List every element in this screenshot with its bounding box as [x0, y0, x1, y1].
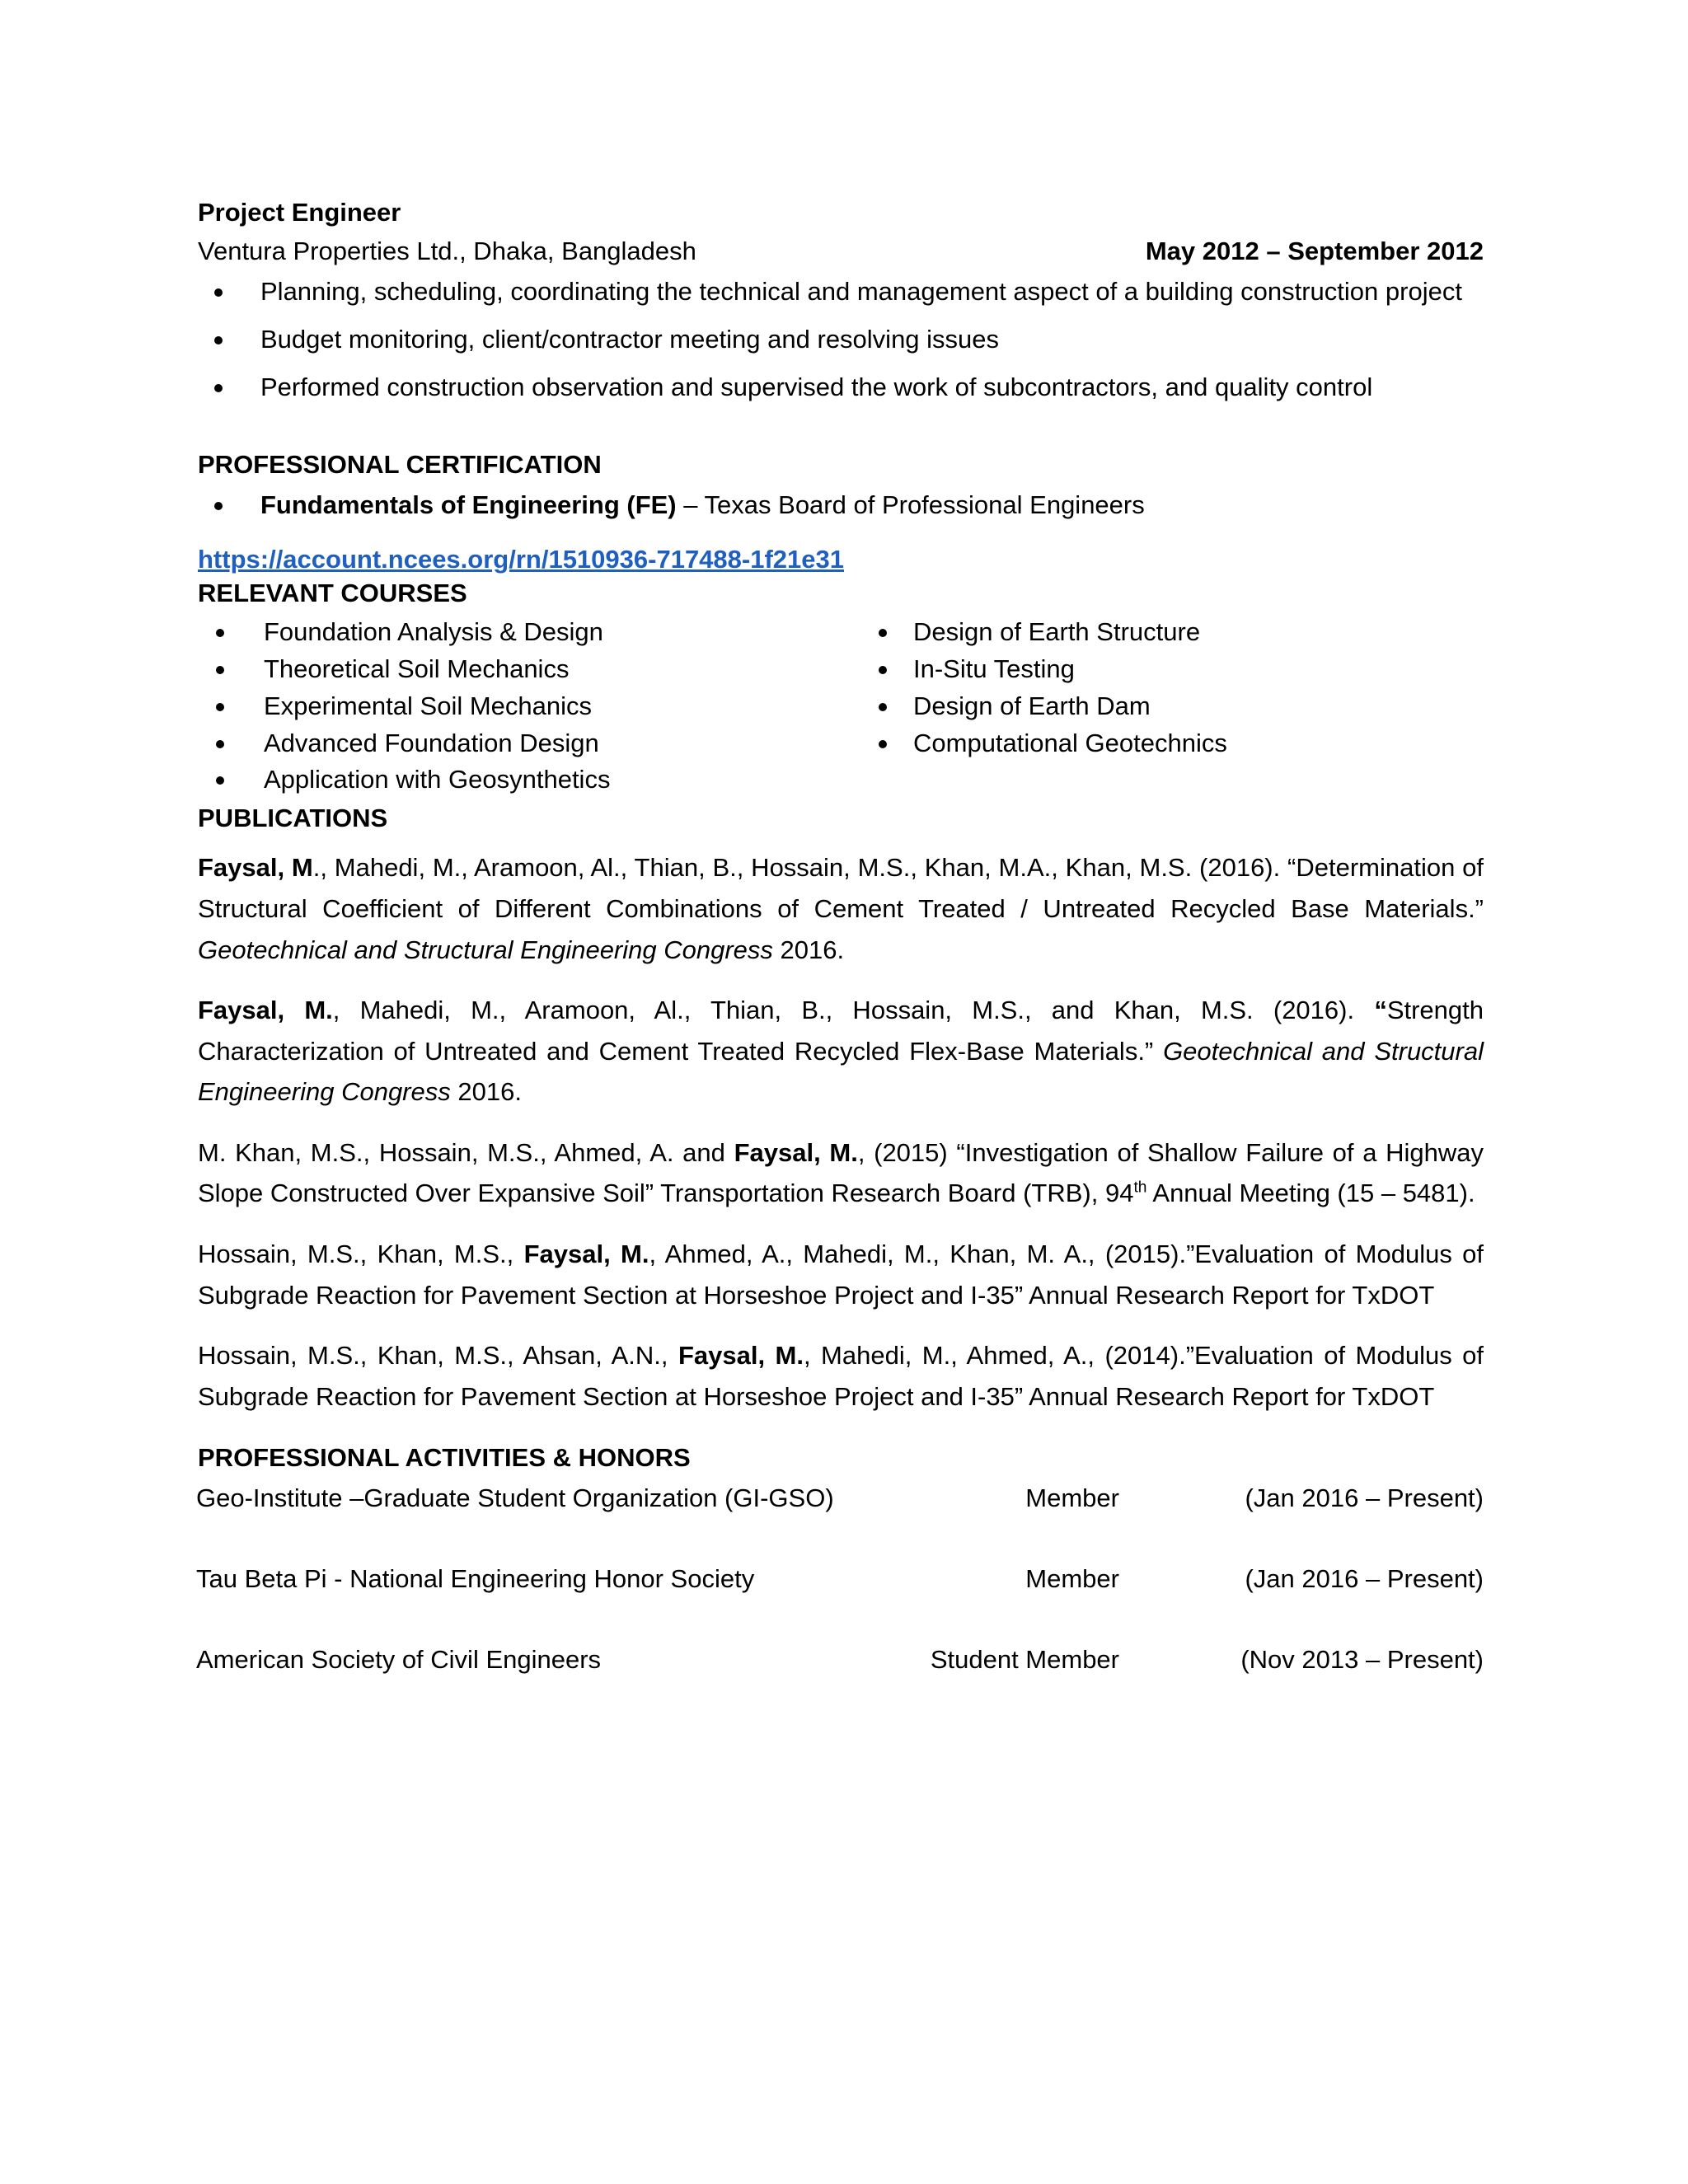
activity-organization: American Society of Civil Engineers — [196, 1645, 602, 1675]
section-heading: RELEVANT COURSES — [198, 578, 467, 607]
resume-content — [198, 196, 1484, 1676]
publication-authors: Hossain, M.S., Khan, M.S., — [198, 1240, 524, 1269]
activity-organization: Geo-Institute –Graduate Student Organization (GI-GSO) — [196, 1483, 834, 1513]
activity-row — [198, 1563, 1484, 1596]
author-name: Faysal, M. — [734, 1137, 858, 1167]
publication-item — [198, 1234, 1484, 1315]
certification-name: Fundamentals of Engineering (FE) — [260, 490, 677, 519]
courses-section — [198, 577, 1484, 799]
list-item — [198, 485, 1484, 525]
publication-meeting: Annual Meeting (15 – 5481). — [1146, 1179, 1475, 1208]
publication-venue: Geotechnical and Structural Engineering Congress — [198, 1036, 1484, 1107]
publication-item — [198, 1335, 1484, 1417]
job-title: Project Engineer — [198, 198, 401, 227]
courses-column-2 — [874, 614, 1227, 799]
publication-text: , (2015) “Investigation of Shallow Failure of a Highway Slope Constructed Over Expansive Soil” Transportation Research Board (TRB), 94 — [198, 1137, 1484, 1208]
activity-role: Student Member — [930, 1645, 1119, 1675]
section-heading: PUBLICATIONS — [198, 804, 388, 833]
list-item: Theoretical Soil Mechanics — [198, 651, 874, 688]
publication-item — [198, 990, 1484, 1113]
courses-columns — [198, 614, 1484, 799]
list-item: Budget monitoring, client/contractor meeting and resolving issues — [198, 320, 1484, 359]
publication-authors: Hossain, M.S., Khan, M.S., Ahsan, A.N., — [198, 1341, 678, 1371]
activity-row — [198, 1643, 1484, 1676]
activity-row — [198, 1482, 1484, 1515]
activity-role: Member — [1025, 1483, 1119, 1513]
list-item: Experimental Soil Mechanics — [198, 688, 874, 725]
list-item: Design of Earth Structure — [874, 614, 1227, 651]
job-line — [198, 235, 1484, 269]
activity-period: (Jan 2016 – Present) — [1245, 1483, 1484, 1513]
author-name: Faysal, M. — [523, 1240, 649, 1269]
publication-venue: Geotechnical and Structural Engineering Congress — [198, 935, 773, 964]
list-item: Planning, scheduling, coordinating the technical and management aspect of a building construction project — [198, 272, 1484, 312]
list-item: Application with Geosynthetics — [198, 762, 874, 799]
list-item: Advanced Foundation Design — [198, 725, 874, 762]
section-heading: PROFESSIONAL ACTIVITIES & HONORS — [198, 1443, 691, 1473]
activity-period: (Jan 2016 – Present) — [1245, 1564, 1484, 1594]
section-heading: PROFESSIONAL CERTIFICATION — [198, 449, 602, 479]
publication-title: Strength Characterization of Untreated and Cement Treated Recycled Flex-Base Materials.” — [198, 996, 1484, 1066]
activity-organization: Tau Beta Pi - National Engineering Honor Society — [196, 1564, 755, 1594]
list-item: Computational Geotechnics — [874, 725, 1227, 762]
author-name: Faysal, M — [198, 853, 313, 883]
publication-text: , Mahedi, M., Aramoon, Al., Thian, B., Hossain, M.S., and Khan, M.S. (2016). — [332, 996, 1375, 1025]
publication-text: , Mahedi, M., Ahmed, A., (2014).”Evaluation of Modulus of Subgrade Reaction for Pavement Section at Horseshoe Project and I-35” Annual Research Report for TxDOT — [198, 1341, 1484, 1411]
author-name: Faysal, M. — [678, 1341, 804, 1371]
publication-item — [198, 1132, 1484, 1214]
certification-section — [198, 448, 1484, 577]
publication-text: , Ahmed, A., Mahedi, M., Khan, M. A., (2015).”Evaluation of Modulus of Subgrade Reaction for Pavement Section at Horseshoe Project and I-35” Annual Research Report for TxDOT — [198, 1240, 1484, 1310]
publication-year: 2016. — [772, 935, 845, 964]
publication-item — [198, 847, 1484, 970]
list-item: Design of Earth Dam — [874, 688, 1227, 725]
quote-mark: “ — [1374, 996, 1387, 1025]
activity-period: (Nov 2013 – Present) — [1240, 1645, 1484, 1675]
publication-authors: M. Khan, M.S., Hossain, M.S., Ahmed, A. and — [198, 1137, 734, 1167]
ordinal-suffix: th — [1133, 1179, 1147, 1197]
experience-entry — [198, 196, 1484, 407]
certification-issuer: – Texas Board of Professional Engineers — [676, 490, 1145, 519]
activities-section — [198, 1441, 1484, 1676]
certification-link[interactable]: https://account.ncees.org/rn/1510936-717488-1f21e31 — [198, 544, 844, 574]
list-item: In-Situ Testing — [874, 651, 1227, 688]
certification-list — [198, 485, 1484, 525]
publication-text: ., Mahedi, M., Aramoon, Al., Thian, B., Hossain, M.S., Khan, M.A., Khan, M.S. (2016). “Determination of Structural Coefficient of Different Combinations of Cement Treated / Untreated Recycled Base Materials.” — [198, 853, 1484, 923]
job-duties — [198, 272, 1484, 407]
list-item: Performed construction observation and supervised the work of subcontractors, and quality control — [198, 368, 1484, 407]
job-dates: May 2012 – September 2012 — [1145, 236, 1484, 265]
publications-section — [198, 802, 1484, 1417]
courses-column-1 — [198, 614, 874, 799]
list-item: Foundation Analysis & Design — [198, 614, 874, 651]
author-name: Faysal, M. — [198, 996, 333, 1025]
activity-role: Member — [1025, 1564, 1119, 1594]
publication-year: 2016. — [450, 1077, 522, 1107]
company: Ventura Properties Ltd., Dhaka, Bangladesh — [198, 236, 696, 265]
